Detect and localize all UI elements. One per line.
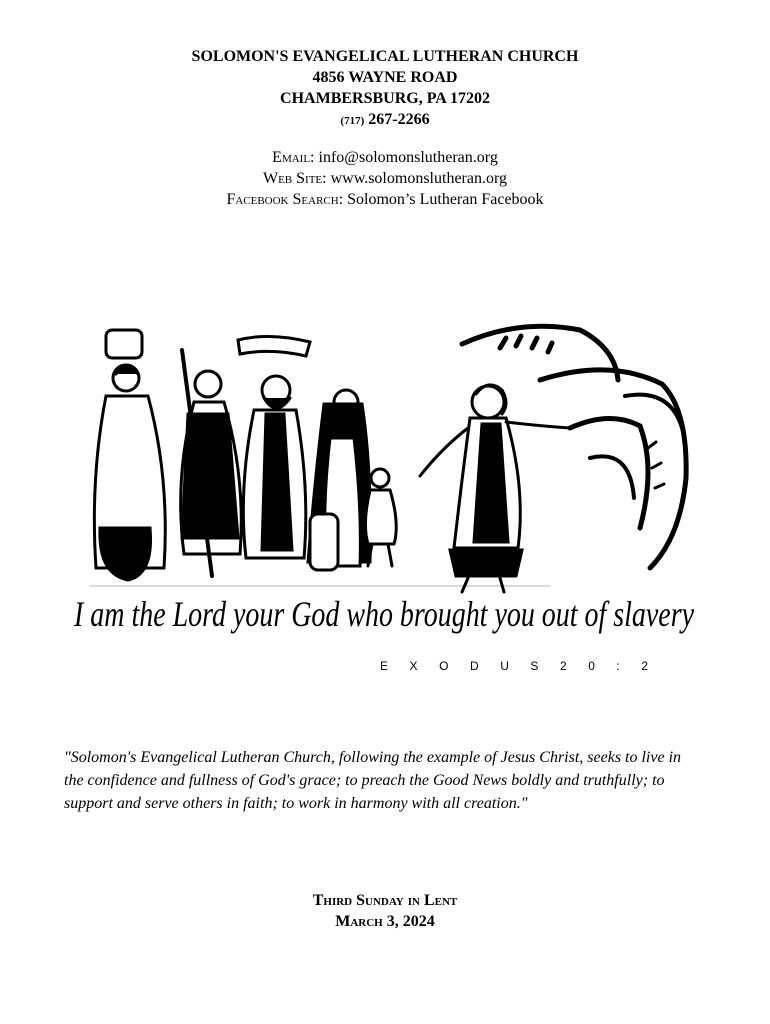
website-link[interactable]: www.solomonslutheran.org (330, 170, 508, 187)
service-date: March 3, 2024 (335, 913, 435, 930)
exodus-illustration (70, 318, 710, 680)
moses-figure (420, 385, 570, 592)
service-occasion: Third Sunday in Lent (312, 892, 458, 909)
website-line (0, 168, 770, 189)
service-info (0, 890, 770, 932)
phone-local: 267-2266 (368, 111, 430, 128)
caption-text: I am the Lord your God who brought you out of slavery (73, 594, 695, 634)
facebook-line (0, 189, 770, 210)
scripture-reference: E X O D U S 2 0 : 2 (380, 659, 652, 673)
contact-info (0, 147, 770, 210)
facebook-search-text: Solomon’s Lutheran Facebook (347, 191, 544, 208)
church-name: SOLOMON'S EVANGELICAL LUTHERAN CHURCH (191, 48, 579, 65)
phone-area-code: (717) (340, 115, 365, 127)
facebook-label: Facebook Search: (226, 191, 344, 208)
email-link[interactable]: info@solomonslutheran.org (318, 149, 498, 166)
mission-statement: "Solomon's Evangelical Lutheran Church, following the example of Jesus Christ, seeks to live in the confidence and fullness of God's grace; to preach the Good News boldly and truthfully; to support and serve others in faith; to work in harmony with all creation." (64, 749, 682, 812)
website-label: Web Site: (262, 170, 327, 187)
email-label: Email: (272, 149, 315, 166)
city-state-zip: CHAMBERSBURG, PA 17202 (280, 90, 490, 107)
street-address: 4856 WAYNE ROAD (312, 69, 458, 86)
people-group (94, 330, 396, 580)
church-header (0, 46, 770, 132)
email-line (0, 147, 770, 168)
phone-number (0, 109, 770, 132)
